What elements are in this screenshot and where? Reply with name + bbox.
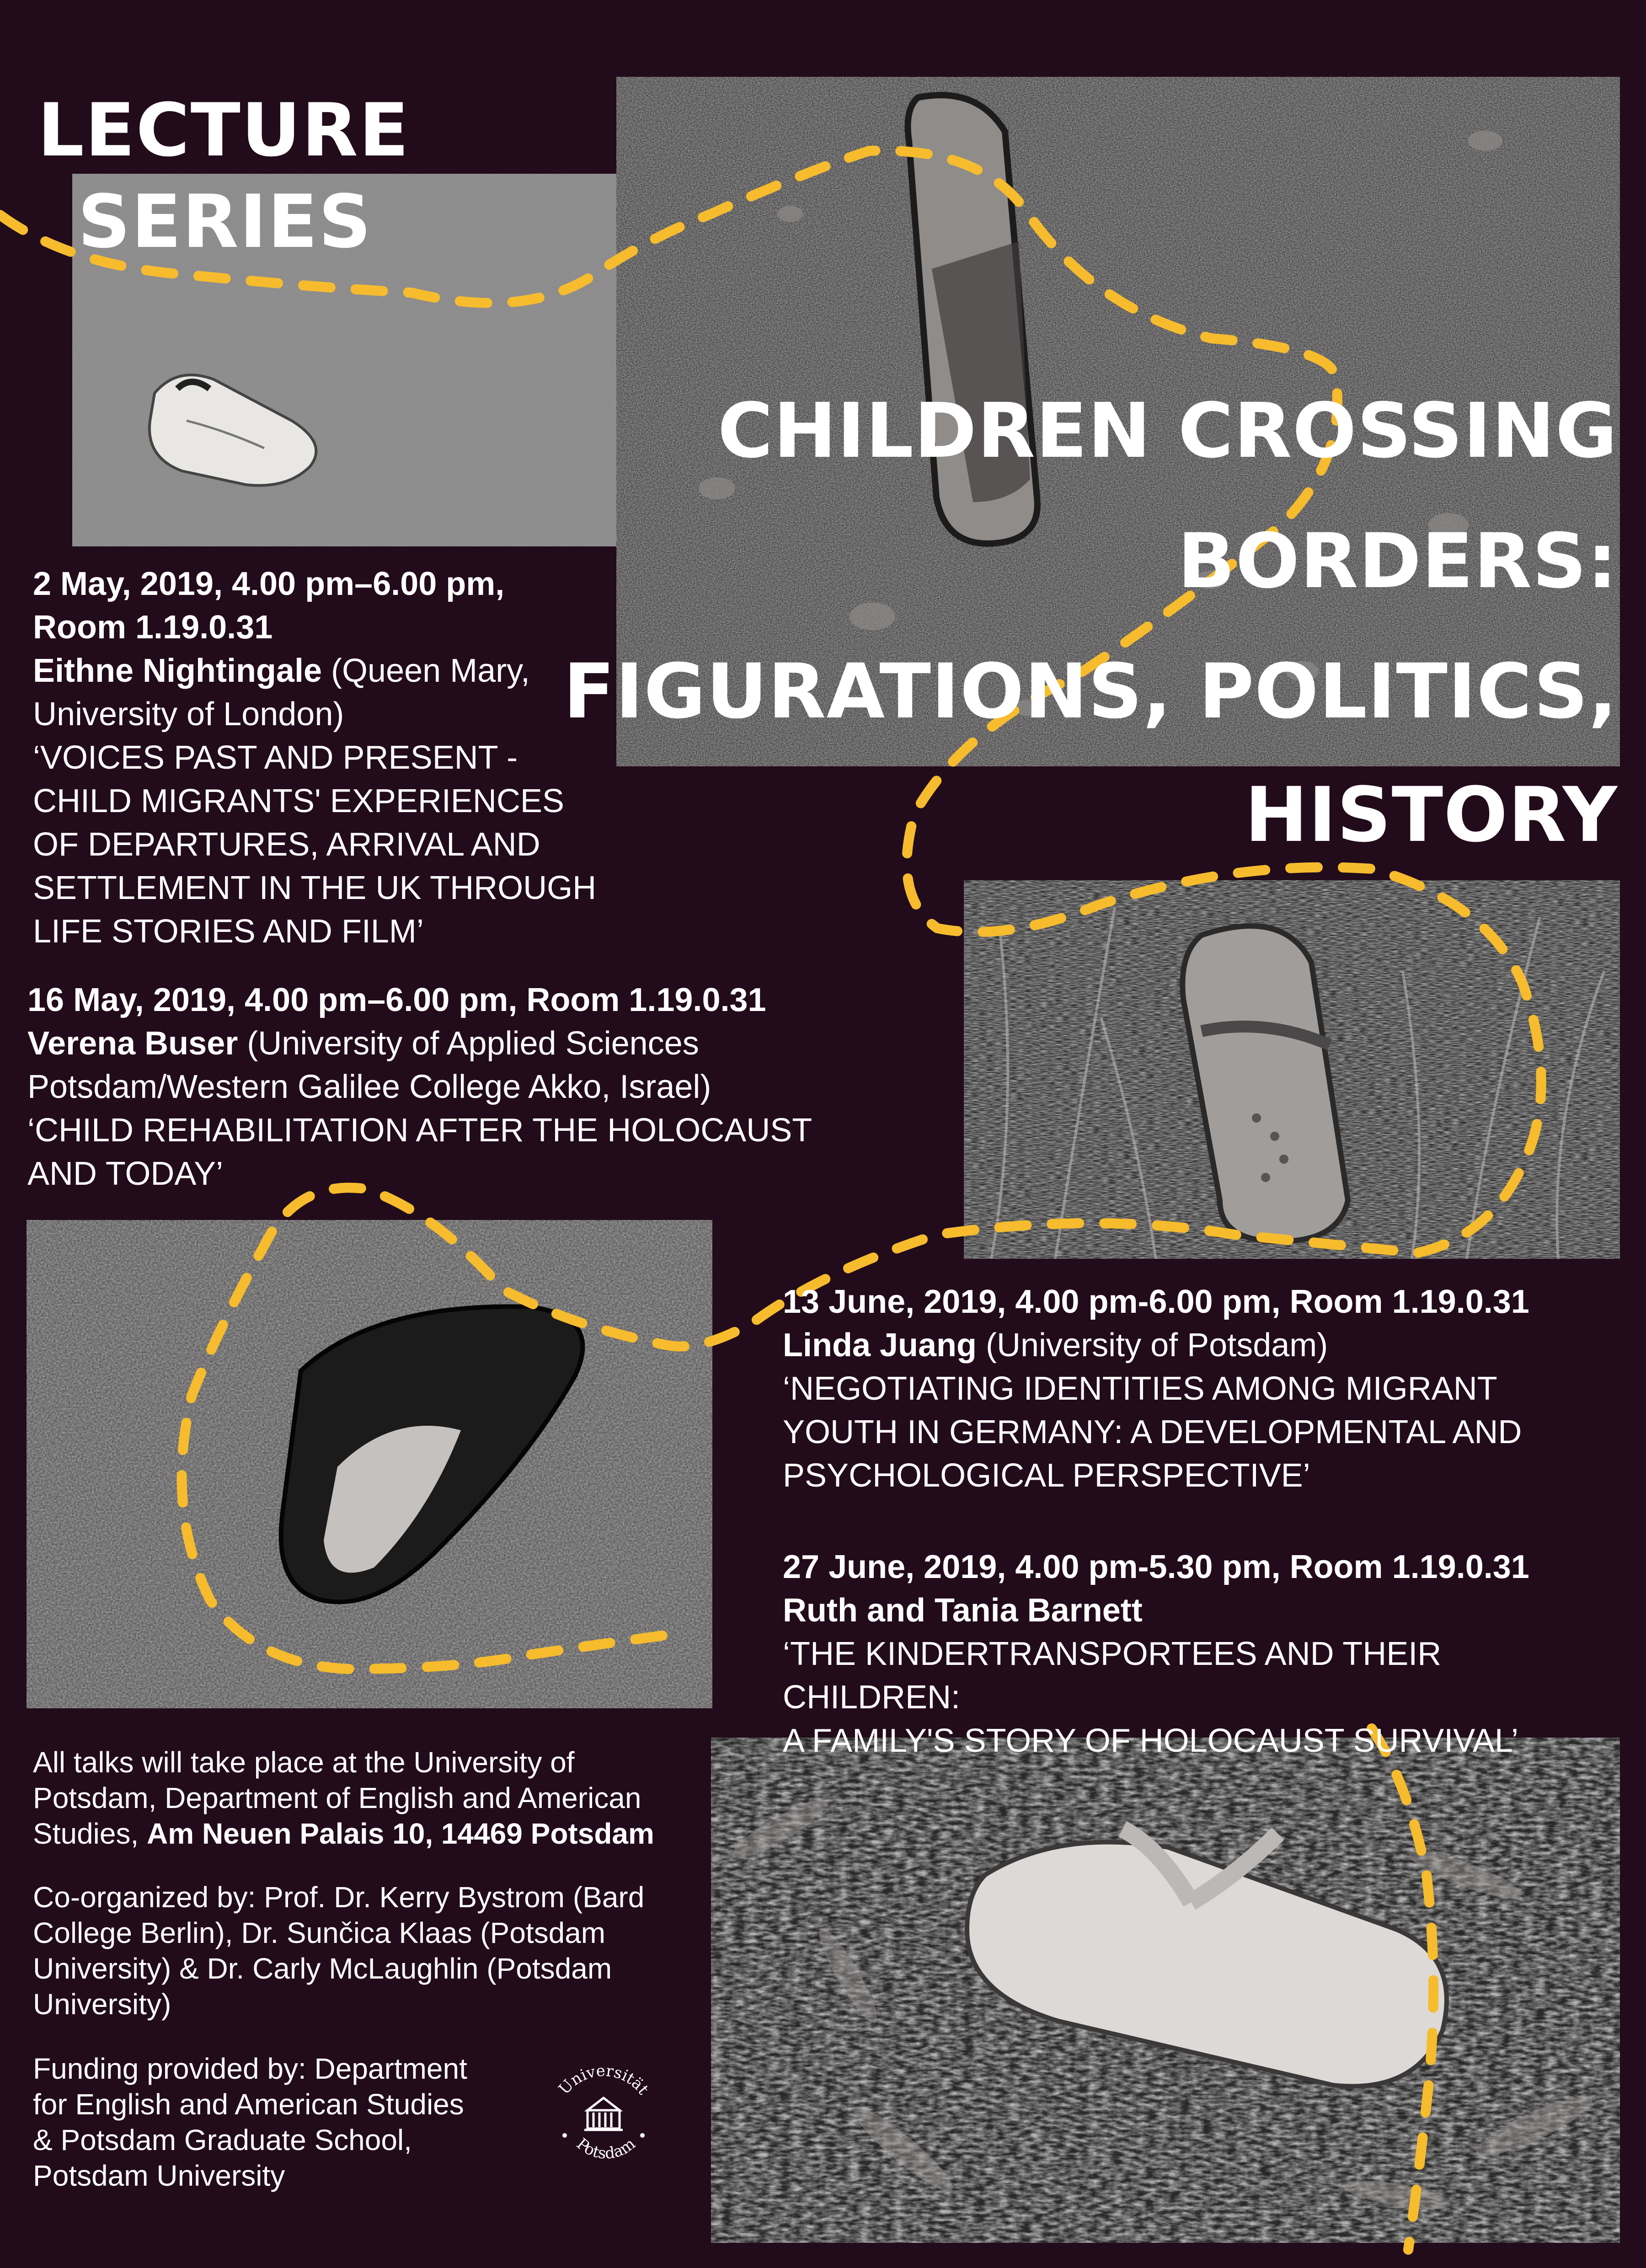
photo-flip-flop-leaves	[711, 1738, 1620, 2243]
title-line-2: BORDERS:	[1177, 517, 1618, 605]
event-talk-title: ‘NEGOTIATING IDENTITIES AMONG MIGRANT	[783, 1370, 1497, 1407]
event-speaker: Eithne Nightingale	[33, 653, 322, 689]
organizers-line: Co-organized by: Prof. Dr. Kerry Bystrom (Bard	[33, 1881, 645, 1914]
venue-info	[33, 1744, 710, 1851]
event-date: 27 June, 2019, 4.00 pm-5.30 pm, Room 1.19.0.31	[783, 1549, 1529, 1585]
palace-icon	[584, 2098, 623, 2130]
series-label-line2: SERIES	[78, 179, 372, 264]
photo-slipper-ground	[27, 1220, 712, 1708]
event-talk-title: A FAMILY'S STORY OF HOLOCAUST SURVIVAL’	[783, 1722, 1518, 1759]
event-room: Room 1.19.0.31	[33, 609, 273, 646]
venue-line: All talks will take place at the University of	[33, 1746, 575, 1779]
photo-sandal-grass	[964, 880, 1620, 1259]
event-talk-title: LIFE STORIES AND FILM’	[33, 913, 424, 950]
venue-line: Potsdam, Department of English and American	[33, 1781, 641, 1814]
event-talk-title: AND TODAY’	[27, 1155, 224, 1192]
organizers-line: University) & Dr. Carly McLaughlin (Potsdam	[33, 1952, 612, 1985]
organizers-line: College Berlin), Dr. Sunčica Klaas (Potsdam	[33, 1916, 606, 1949]
title-line-4: HISTORY	[1245, 771, 1618, 859]
event-talk-title: SETTLEMENT IN THE UK THROUGH	[33, 870, 597, 906]
event-speaker: Verena Buser	[27, 1025, 238, 1062]
series-label-line1: LECTURE	[37, 87, 410, 173]
event-speaker: Ruth and Tania Barnett	[783, 1592, 1143, 1629]
event-affiliation: (University of Potsdam)	[977, 1327, 1328, 1364]
event-talk-title: YOUTH IN GERMANY: A DEVELOPMENTAL AND	[783, 1414, 1522, 1450]
event-talk-title: ‘THE KINDERTRANSPORTEES AND THEIR CHILDREN:	[783, 1636, 1442, 1716]
event-3	[783, 1280, 1624, 1498]
university-logo	[530, 2044, 677, 2190]
shoe-icon	[964, 880, 1620, 1259]
flip-flop-icon	[711, 1738, 1620, 2243]
title-line-1: CHILDREN CROSSING	[717, 387, 1618, 475]
title-line-3: FIGURATIONS, POLITICS,	[563, 647, 1618, 735]
event-speaker: Linda Juang	[783, 1327, 977, 1364]
event-talk-title: OF DEPARTURES, ARRIVAL AND	[33, 826, 540, 863]
event-2	[27, 979, 942, 1196]
venue-line: Studies,	[33, 1817, 147, 1850]
event-talk-title: CHILD MIGRANTS' EXPERIENCES	[33, 783, 564, 819]
event-affiliation: (Queen Mary,	[322, 653, 530, 689]
event-date: 16 May, 2019, 4.00 pm–6.00 pm, Room 1.19.0.31	[27, 982, 766, 1018]
event-affiliation: (University of Applied Sciences	[238, 1025, 699, 1062]
event-affiliation-cont: Potsdam/Western Galilee College Akko, Israel)	[27, 1069, 711, 1105]
event-date: 2 May, 2019, 4.00 pm–6.00 pm,	[33, 566, 505, 602]
event-talk-title: ‘VOICES PAST AND PRESENT -	[33, 739, 518, 776]
funding-line: for English and American Studies	[33, 2088, 464, 2121]
event-affiliation-cont: University of London)	[33, 696, 344, 733]
event-talk-title: PSYCHOLOGICAL PERSPECTIVE’	[783, 1457, 1310, 1494]
funding-line: Funding provided by: Department	[33, 2052, 467, 2085]
funding-line: Potsdam University	[33, 2159, 285, 2192]
organizers-line: University)	[33, 1988, 171, 2021]
logo-text-bottom: Potsdam	[572, 2134, 639, 2163]
organizers-info	[33, 1879, 710, 2022]
event-talk-title: ‘CHILD REHABILITATION AFTER THE HOLOCAUST	[27, 1112, 812, 1149]
event-4	[783, 1546, 1624, 1763]
event-1	[33, 562, 618, 953]
funding-line: & Potsdam Graduate School,	[33, 2124, 412, 2156]
funding-info	[33, 2051, 559, 2193]
event-date: 13 June, 2019, 4.00 pm-6.00 pm, Room 1.19.0.31	[783, 1284, 1529, 1320]
logo-text-top: Universität	[555, 2061, 652, 2098]
venue-address: Am Neuen Palais 10, 14469 Potsdam	[147, 1817, 654, 1850]
slipper-icon	[27, 1220, 712, 1708]
